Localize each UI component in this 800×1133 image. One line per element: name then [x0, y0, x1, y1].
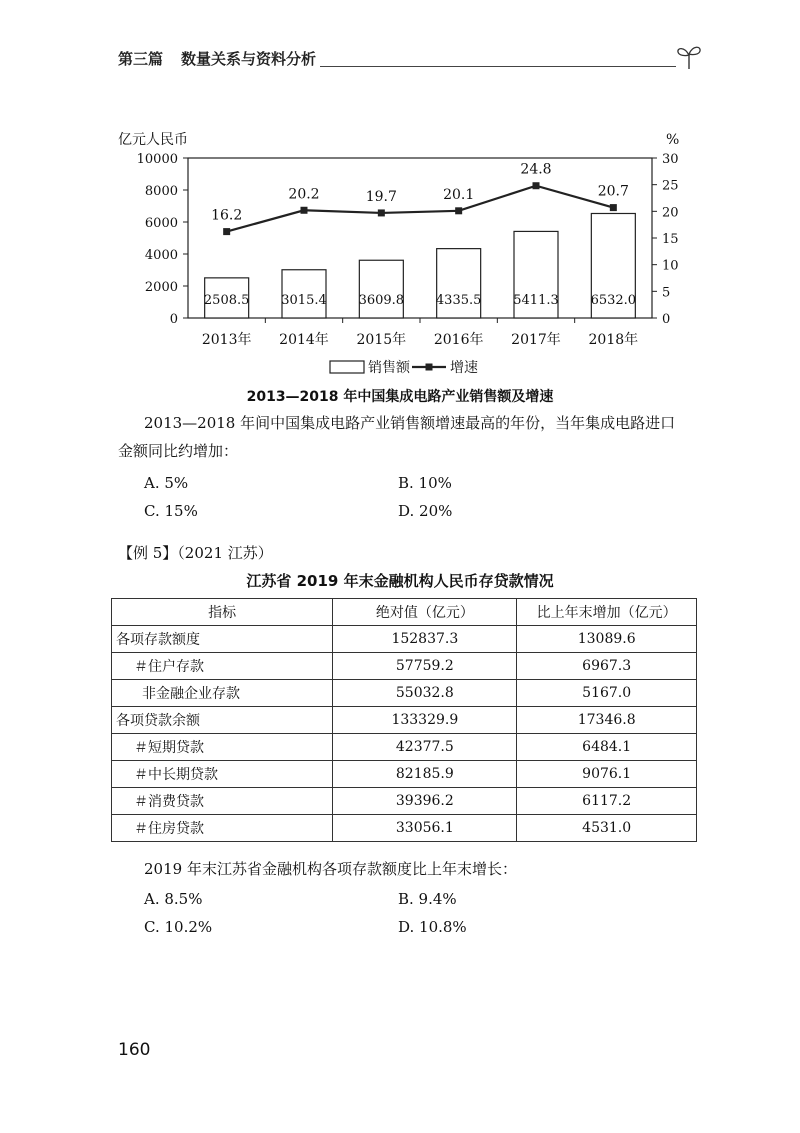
x-axis-tick-label: 2018年 [588, 332, 639, 348]
row-label: ＃消费贷款 [112, 788, 333, 815]
row-increase: 6484.1 [517, 734, 697, 761]
legend-bar-swatch [330, 361, 364, 373]
table-row [112, 815, 697, 842]
left-axis-tick-label: 2000 [144, 280, 178, 295]
q1-option-d[interactable]: D. 20% [398, 502, 453, 520]
row-label: 非金融企业存款 [112, 680, 333, 707]
growth-data-label: 19.7 [365, 188, 397, 205]
chart-title: 2013—2018 年中国集成电路产业销售额及增速 [246, 389, 554, 405]
example-label: 【例 5】（2021 江苏） [118, 544, 273, 562]
x-axis-tick-label: 2015年 [356, 332, 407, 348]
legend-bar-label: 销售额 [368, 360, 410, 376]
question1-line1: 2013—2018 年间中国集成电路产业销售额增速最高的年份，当年集成电路进口 [144, 414, 676, 432]
row-value: 42377.5 [333, 734, 517, 761]
x-axis-tick-label: 2013年 [201, 332, 252, 348]
q2-option-d[interactable]: D. 10.8% [398, 918, 467, 936]
right-axis-tick-label: 25 [662, 178, 679, 194]
sales-chart [0, 0, 800, 380]
x-axis-tick-label: 2017年 [511, 332, 561, 348]
growth-data-label: 16.2 [211, 207, 243, 224]
x-axis-tick-label: 2016年 [433, 332, 484, 348]
right-axis-tick-label: 0 [662, 312, 671, 327]
growth-point [223, 228, 230, 235]
x-axis-tick-label: 2014年 [279, 332, 329, 348]
row-label: ＃短期贷款 [112, 734, 333, 761]
table-row [112, 680, 697, 707]
section-label: 数量关系与资料分析 [181, 50, 317, 68]
row-label: ＃住房贷款 [112, 815, 333, 842]
right-axis-tick-label: 10 [662, 258, 679, 274]
left-axis-tick-label: 8000 [144, 184, 178, 199]
right-axis-tick-label: 30 [662, 152, 679, 167]
bar-data-label: 5411.3 [513, 293, 559, 308]
row-increase: 5167.0 [517, 680, 697, 707]
col-header-increase: 比上年末增加（亿元） [517, 599, 697, 626]
bar-data-label: 3609.8 [358, 293, 405, 308]
q1-option-b[interactable]: B. 10% [398, 474, 452, 492]
q1-option-c[interactable]: C. 15% [144, 502, 198, 520]
bar-data-label: 3015.4 [281, 293, 327, 308]
left-axis-title: 亿元人民币 [118, 132, 188, 148]
bar-data-label: 6532.0 [590, 293, 637, 308]
row-label: ＃中长期贷款 [112, 761, 333, 788]
row-value: 133329.9 [333, 707, 517, 734]
row-value: 152837.3 [333, 626, 517, 653]
question2-text: 2019 年末江苏省金融机构各项存款额度比上年末增长： [144, 860, 517, 878]
right-axis-title: % [666, 132, 680, 148]
left-axis-tick-label: 10000 [136, 152, 178, 167]
growth-data-label: 20.7 [597, 183, 629, 200]
row-increase: 4531.0 [517, 815, 697, 842]
table-row [112, 788, 697, 815]
right-axis-tick-label: 20 [662, 205, 679, 221]
table-row [112, 734, 697, 761]
deposit-loan-table [111, 598, 697, 842]
row-increase: 9076.1 [517, 761, 697, 788]
row-value: 82185.9 [333, 761, 517, 788]
right-axis-tick-label: 15 [662, 232, 679, 247]
q2-option-b[interactable]: B. 9.4% [398, 890, 457, 908]
row-label: 各项存款额度 [112, 626, 333, 653]
growth-data-label: 24.8 [520, 161, 552, 178]
growth-point [610, 204, 617, 211]
left-axis-tick-label: 4000 [144, 248, 178, 263]
table-title: 江苏省 2019 年末金融机构人民币存贷款情况 [246, 572, 554, 590]
growth-point [378, 209, 385, 216]
left-axis-tick-label: 0 [169, 312, 178, 327]
right-axis-tick-label: 5 [662, 285, 671, 301]
q1-option-a[interactable]: A. 5% [144, 474, 189, 492]
page-number: 160 [118, 1040, 151, 1060]
growth-point [533, 182, 540, 189]
row-increase: 6967.3 [517, 653, 697, 680]
growth-point [455, 207, 462, 214]
row-label: 各项贷款余额 [112, 707, 333, 734]
table-row [112, 707, 697, 734]
growth-data-label: 20.1 [443, 186, 475, 203]
bar [359, 260, 403, 318]
growth-line [227, 186, 614, 232]
row-value: 55032.8 [333, 680, 517, 707]
legend-line-marker [426, 364, 433, 371]
q2-option-c[interactable]: C. 10.2% [144, 918, 213, 936]
col-header-indicator: 指标 [112, 599, 333, 626]
row-value: 33056.1 [333, 815, 517, 842]
table-header-row [112, 599, 697, 626]
part-label: 第三篇 [118, 50, 164, 68]
col-header-absolute: 绝对值（亿元） [333, 599, 517, 626]
table-row [112, 653, 697, 680]
bar-data-label: 4335.5 [435, 293, 482, 308]
question1-line2: 金额同比约增加： [118, 442, 239, 460]
table-row [112, 761, 697, 788]
row-increase: 17346.8 [517, 707, 697, 734]
growth-data-label: 20.2 [288, 186, 320, 203]
row-value: 39396.2 [333, 788, 517, 815]
q2-option-a[interactable]: A. 8.5% [144, 890, 203, 908]
growth-point [301, 207, 308, 214]
row-label: ＃住户存款 [112, 653, 333, 680]
row-increase: 13089.6 [517, 626, 697, 653]
left-axis-tick-label: 6000 [144, 216, 178, 231]
row-value: 57759.2 [333, 653, 517, 680]
table-row [112, 626, 697, 653]
plot-frame [188, 158, 652, 318]
bar-data-label: 2508.5 [203, 293, 250, 308]
legend-line-label: 增速 [450, 360, 478, 376]
row-increase: 6117.2 [517, 788, 697, 815]
